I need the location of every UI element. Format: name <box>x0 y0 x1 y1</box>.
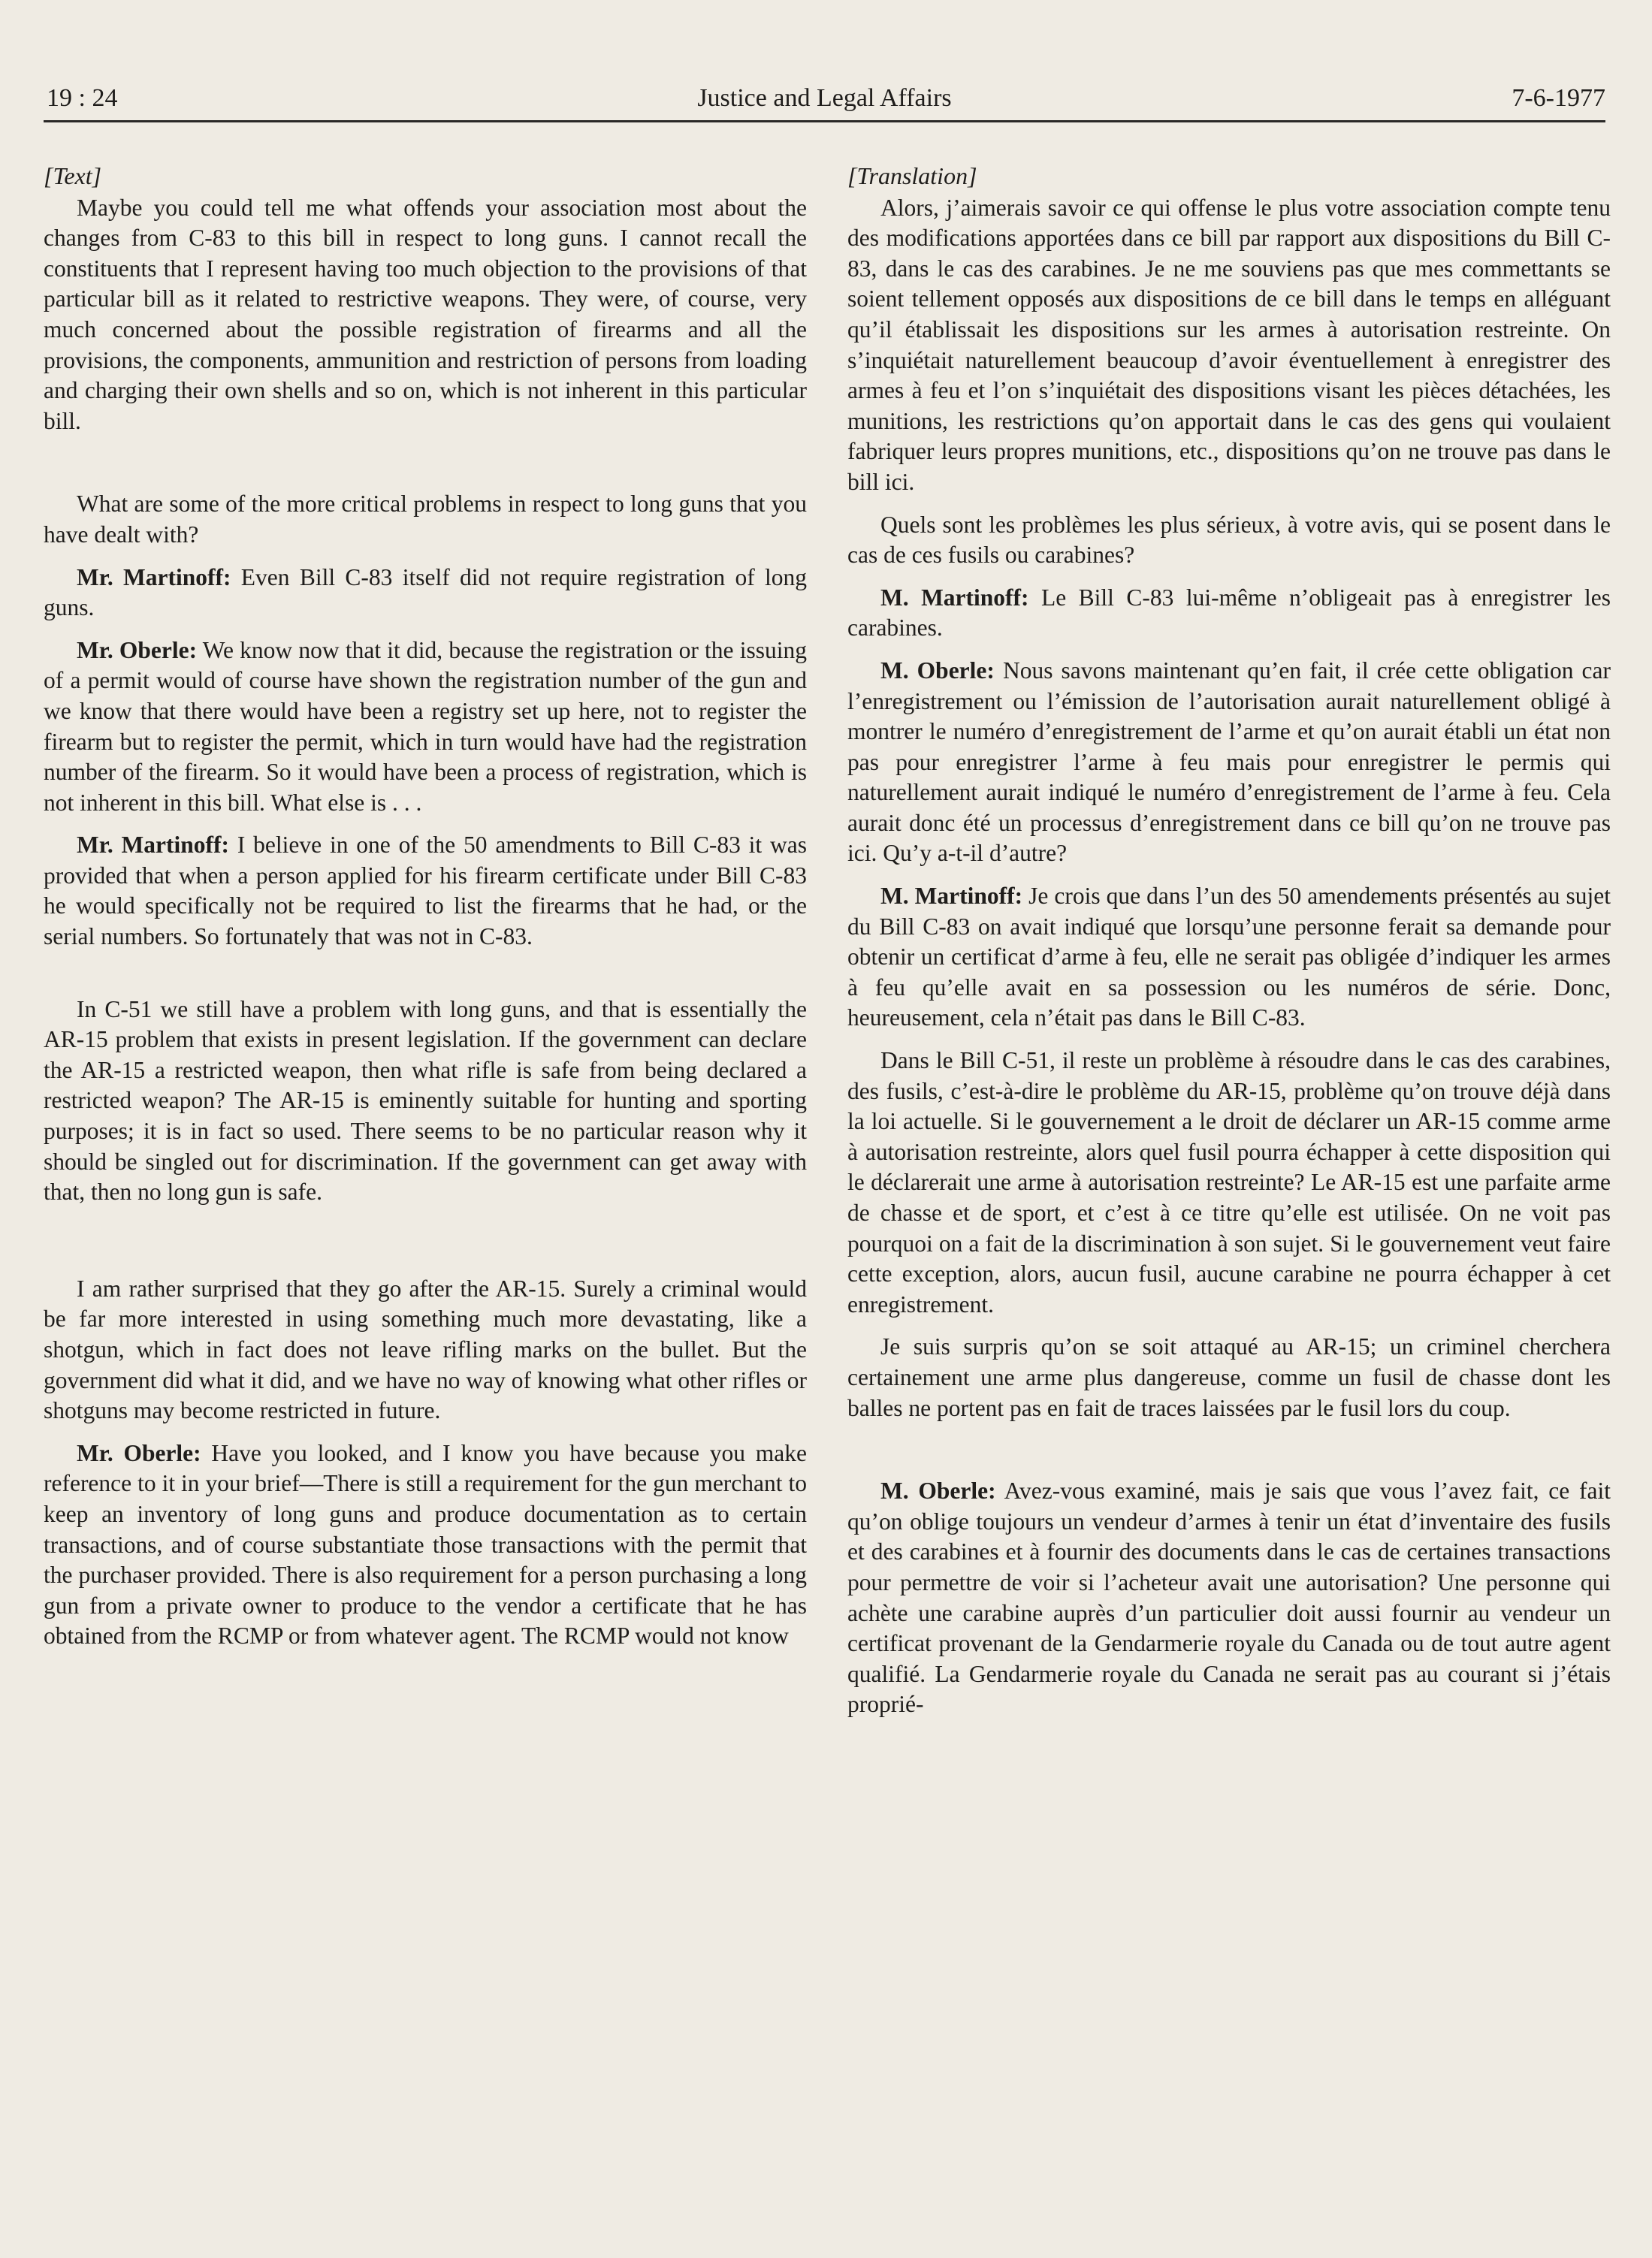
speech-text: Have you looked, and I know you have because you make reference to it in your brief—There is still a requirement for the gun merchant to keep an inventory of long guns and produce documentation as to certain transactions, and of course substantiate those transactions with the permit that the purchaser provided. There is also requirement for a person purchasing a long gun from a private owner to produce to the vendor a certificate that he has obtained from the RCMP or from whatever agent. The RCMP would not know <box>44 1439 807 1650</box>
column-label: [Text] <box>44 162 102 189</box>
paragraph <box>44 635 807 819</box>
english-column <box>44 161 807 1664</box>
speech-text: Je crois que dans l’un des 50 amendements présentés au sujet du Bill C-83 on avait indiqué que lorsqu’une personne ferait sa demande pour obtenir un certificat d’arme à feu, elle ne serait pas obligée d’indiquer les armes à feu qu’elle avait en sa possession ou les numéros de série. Donc, heureusement, cela n’était pas dans le Bill C-83. <box>847 883 1611 1031</box>
speech-text: I believe in one of the 50 amendments to Bill C-83 it was provided that when a person applied for his firearm certificate under Bill C-83 he would specifically not be required to list the firearms that he had, or the serial numbers. So fortunately that was not in C-83. <box>44 832 808 950</box>
page-reference: 19 : 24 <box>47 84 118 112</box>
running-header <box>44 81 1605 122</box>
speaker-name: Mr. Martinoff: <box>77 563 231 590</box>
paragraph: What are some of the more critical problems in respect to long guns that you have dealt with? <box>44 491 807 548</box>
speaker-name: M. Oberle: <box>880 657 995 684</box>
speech-text: Nous savons maintenant qu’en fait, il crée cette obligation car l’enregistrement ou l’émission de l’autorisation aurait naturellement obligé à montrer le numéro d’enregistrement de l’arme et qu’on aurait établi un état non pas pour enregistrer l’arme à feu mais pour enregistrer le permis qui naturellement aurait indiqué le numéro d’enregistrement de l’arme à feu. Cela aurait donc été un processus d’enregistrement dans ce bill qu’on ne trouve pas ici. Qu’y a-t-il d’autre? <box>847 657 1611 867</box>
paragraph <box>44 830 807 952</box>
paragraph: Quels sont les problèmes les plus sérieux, à votre avis, qui se posent dans le cas de ces fusils ou carabines? <box>847 511 1611 569</box>
column-label: [Translation] <box>847 162 977 189</box>
paragraph <box>847 881 1611 1034</box>
speech-text: Le Bill C-83 lui-même n’obligeait pas à enregistrer les carabines. <box>847 584 1611 641</box>
speaker-name: Mr. Martinoff: <box>77 832 229 859</box>
committee-title: Justice and Legal Affairs <box>697 84 952 112</box>
header-date: 7-6-1977 <box>1512 84 1605 112</box>
speaker-name: M. Martinoff: <box>880 584 1029 611</box>
paragraph: I am rather surprised that they go after the AR-15. Surely a criminal would be far more interested in using something much more devastating, like a shotgun, which in fact does not leave rifling marks on the bullet. But the government did what it did, and we have no way of knowing what other rifles or shotguns may become restricted in future. <box>44 1275 807 1424</box>
paragraph: Je suis surpris qu’on se soit attaqué au AR-15; un criminel cherchera certainement une arme plus dangereuse, comme un fusil de chasse dont les balles ne portent pas en fait de traces laissées par le fusil lors du coup. <box>847 1333 1611 1421</box>
paragraph <box>847 583 1611 644</box>
speaker-name: M. Martinoff: <box>880 883 1023 910</box>
speaker-name: Mr. Oberle: <box>77 1439 201 1466</box>
speaker-name: M. Oberle: <box>880 1478 996 1505</box>
speaker-name: Mr. Oberle: <box>77 636 198 663</box>
paragraph: Dans le Bill C-51, il reste un problème à résoudre dans le cas des carabines, des fusils, c’est-à-dire le problème du AR-15, problème qu’on trouve déjà dans la loi actuelle. Si le gouvernement a le droit de déclarer un AR-15 comme arme à autorisation restreinte, alors quel fusil pourra échapper à cette disposition qui le déclarerait une arme à autorisation restreinte? Le AR-15 est une parfaite arme de chasse et de sport, et c’est à ce titre qu’elle est utilisée. On ne voit pas pourquoi on a fait de la discrimination à son sujet. Si le gouvernement veut faire cette exception, alors, aucun fusil, aucune carabine ne pourra échapper à cet enregistrement. <box>847 1047 1611 1318</box>
speech-text: Avez-vous examiné, mais je sais que vous l’avez fait, ce fait qu’on oblige toujours un vendeur d’armes à tenir un état d’inventaire des fusils et des carabines et à fournir des documents dans le cas de certaines transactions pour permettre de voir si l’acheteur avait une autorisation? Une personne qui achète une carabine auprès d’un particulier doit aussi fournir au vendeur un certificat provenant de la Gendarmerie royale du Canada ou de tout autre agent qualifié. La Gendarmerie royale du Canada ne serait pas au courant si j’étais proprié- <box>847 1478 1611 1718</box>
paragraph: Alors, j’aimerais savoir ce qui offense le plus votre association compte tenu des modifications apportées dans ce bill par rapport aux dispositions du Bill C-83, dans le cas des carabines. Je ne me souviens pas que mes commettants se soient tellement opposés aux dispositions de ce bill dans le temps en alléguant qu’il établissait les dispositions sur les armes à autorisation restreinte. On s’inquiétait naturellement beaucoup d’avoir éventuellement à enregistrer des armes à feu et l’on s’inquiétait des dispositions visant les pièces détachées, les munitions, les restrictions qu’on apportait dans le cas des gens qui voulaient fabriquer leurs propres munitions, etc., dispositions qu’on ne trouve pas dans le bill ici. <box>847 194 1611 495</box>
paragraph <box>847 1476 1611 1720</box>
paragraph <box>847 656 1611 869</box>
paragraph <box>44 1438 807 1652</box>
french-column <box>847 161 1611 1732</box>
paragraph: In C-51 we still have a problem with long guns, and that is essentially the AR-15 problem that exists in present legislation. If the government can declare the AR-15 a restricted weapon, then what rifle is safe from being declared a restricted weapon? The AR-15 is eminently suitable for hunting and sporting purposes; it is in fact so used. There seems to be no particular reason why it should be singled out for discrimination. If the government can get away with that, then no long gun is safe. <box>44 995 807 1206</box>
speech-text: We know now that it did, because the registration or the issuing of a permit would of course have shown the registration number of the gun and we know that there would have been a registry set up here, not to register the firearm but to register the permit, which in turn would have had the registration number of the firearm. So it would have been a process of registration, which is not inherent in this bill. What else is . . . <box>44 636 807 816</box>
speech-text: Even Bill C-83 itself did not require registration of long guns. <box>44 563 808 621</box>
paragraph <box>44 563 807 623</box>
paragraph: Maybe you could tell me what offends your association most about the changes from C-83 to this bill in respect to long guns. I cannot recall the constituents that I represent having too much objection to the provisions of that particular bill as it related to restrictive weapons. They were, of course, very much concerned about the possible registration of firearms and all the provisions, the components, ammunition and restriction of persons from loading and charging their own shells and so on, which is not inherent in this particular bill. <box>44 194 807 434</box>
